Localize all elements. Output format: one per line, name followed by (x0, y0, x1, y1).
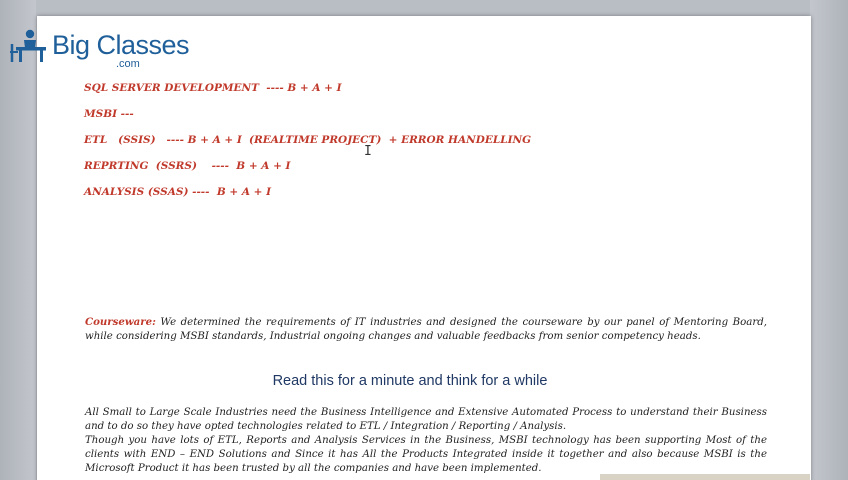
courseware-paragraph (85, 315, 767, 344)
courseware-label: Courseware: (85, 316, 156, 328)
topic-msbi: MSBI --- (84, 108, 134, 120)
topic-reporting-ssrs: REPRTING (SSRS) ---- B + A + I (84, 160, 291, 172)
topic-analysis-ssas: ANALYSIS (SSAS) ---- B + A + I (84, 186, 271, 198)
logo-suffix: .com (116, 58, 140, 70)
body-paragraph-1: All Small to Large Scale Industries need the Business Intelligence and Extensive Automated Process to understand their Business and to do so they have opted technologies related to ETL / Integration / Reporting / Analysis. (85, 407, 767, 432)
topic-etl-ssis: ETL (SSIS) ---- B + A + I (REALTIME PROJECT) + ERROR HANDELLING (84, 134, 532, 146)
body-paragraph-2: Though you have lots of ETL, Reports and Analysis Services in the Business, MSBI technology has been supporting Most of the clients with END – END Solutions and Since it has All the Products Integrated inside it together and also because MSBI is the Microsoft Product it has been trusted by all the companies and have been implemented. (85, 435, 767, 474)
text-cursor-icon: I (364, 144, 372, 159)
topic-sql-server: SQL SERVER DEVELOPMENT ---- B + A + I (84, 82, 342, 94)
section-heading: Read this for a minute and think for a while (272, 373, 548, 389)
big-classes-logo (8, 26, 190, 72)
courseware-text: We determined the requirements of IT industries and designed the courseware by our panel of Mentoring Board, while considering MSBI standards, Industrial ongoing changes and valuable feedbacks from senior competency heads. (85, 317, 767, 342)
student-desk-icon (8, 28, 52, 64)
window-background-right (810, 0, 848, 480)
logo-name: Big Classes (52, 30, 190, 60)
status-bar-strip (600, 474, 810, 480)
window-background-left (0, 0, 36, 480)
